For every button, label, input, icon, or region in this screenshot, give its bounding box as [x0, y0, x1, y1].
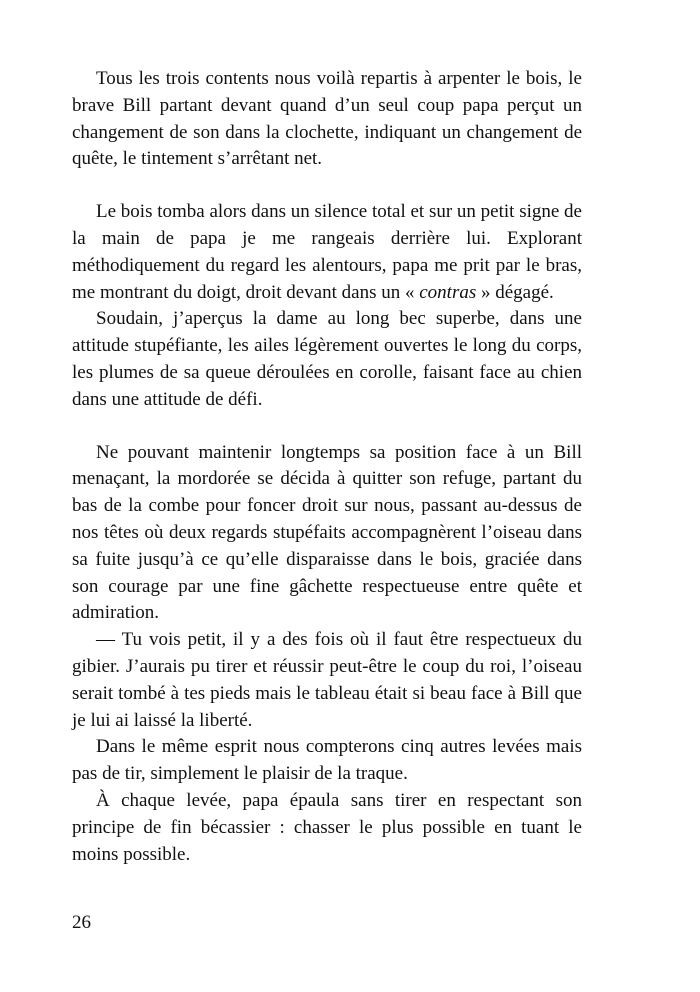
- paragraph-3: Soudain, j’aperçus la dame au long bec superbe, dans une attitude stupéfiante, les ailes légèrement ouvertes le long du corps, les plumes de sa queue déroulées en corolle, faisant face au chien dans une attitude de défi.: [72, 308, 582, 410]
- paragraph-2-italic: contras: [419, 281, 477, 303]
- body-text: [72, 66, 582, 868]
- paragraph-7: À chaque levée, papa épaula sans tirer en respectant son principe de fin bécassier : chasser le plus possible en tuant le moins possible.: [72, 789, 582, 865]
- paragraph-2-text: Le bois tomba alors dans un silence total et sur un petit signe de la main de papa je me rangeais derrière lui. Explorant méthodiquement du regard les alentours, papa me prit par le bras, me montrant du doigt, droit devant dans un «: [72, 201, 582, 303]
- paragraph-2: [72, 199, 582, 306]
- paragraph-2-tail: » dégagé.: [476, 281, 554, 303]
- paragraph-4: Ne pouvant maintenir longtemps sa position face à un Bill menaçant, la mordorée se décida à quitter son refuge, partant du bas de la combe pour foncer droit sur nous, passant au-dessus de nos têtes où deux regards stupéfaits accompagnèrent l’oiseau dans sa fuite jusqu’à ce qu’elle disparaisse dans le bois, graciée dans son courage par une fine gâchette respectueuse entre quête et admiration.: [72, 441, 582, 624]
- paragraph-5: — Tu vois petit, il y a des fois où il faut être respectueux du gibier. J’aurais pu tirer et réussir peut-être le coup du roi, l’oiseau serait tombé à tes pieds mais le tableau était si beau face à Bill que je lui ai laissé la liberté.: [72, 629, 582, 731]
- paragraph-6: Dans le même esprit nous compterons cinq autres levées mais pas de tir, simplement le plaisir de la traque.: [72, 736, 582, 785]
- paragraph-1: Tous les trois contents nous voilà repartis à arpenter le bois, le brave Bill partant devant quand d’un seul coup papa perçut un changement de son dans la clochette, indiquant un changement de quête, le tintement s’arrêtant net.: [72, 68, 582, 170]
- page-number: 26: [72, 912, 91, 933]
